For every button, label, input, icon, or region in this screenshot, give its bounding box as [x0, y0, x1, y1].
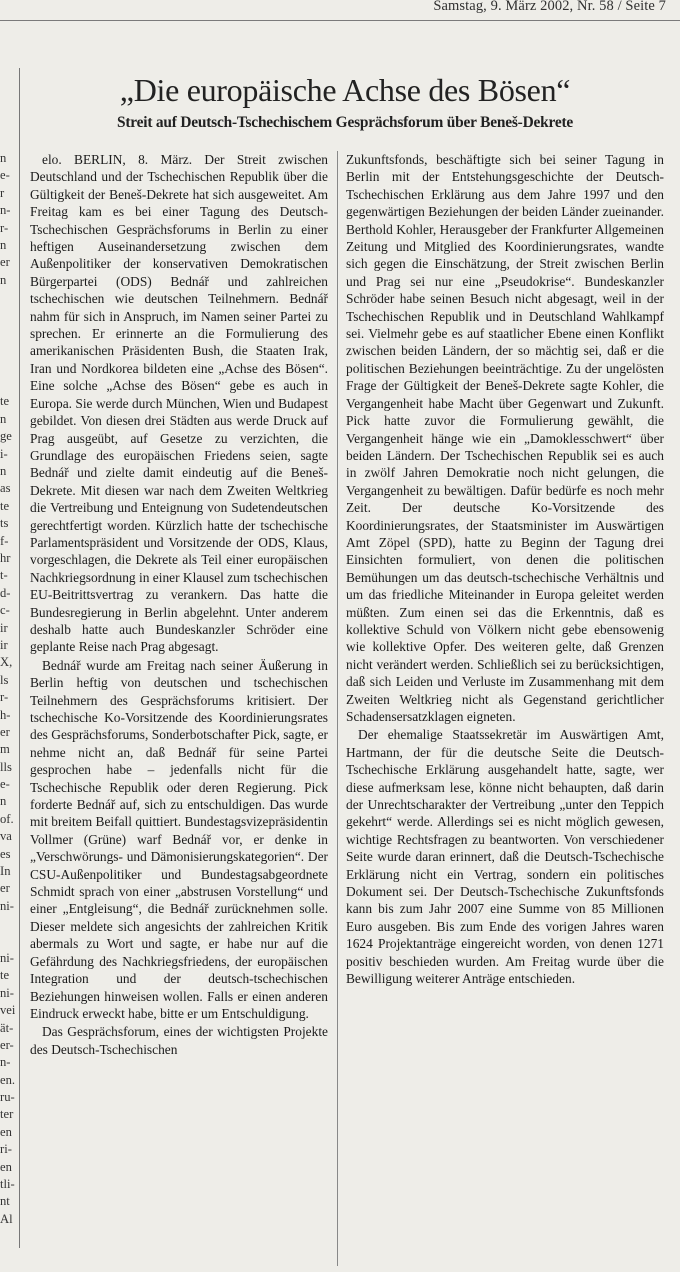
fragment: i-: [0, 446, 8, 461]
fragment: er-: [0, 1037, 14, 1052]
fragment: ir: [0, 620, 8, 635]
fragment: n: [0, 272, 7, 287]
paragraph: Das Gesprächsforum, eines der wichtigsten Projekte des Deutsch-Tschechischen: [30, 1024, 328, 1057]
fragment: [0, 324, 15, 341]
fragment: n: [0, 237, 7, 252]
fragment: r: [0, 185, 5, 200]
fragment: n: [0, 464, 7, 479]
fragment: en: [0, 1124, 12, 1139]
fragment: te: [0, 394, 10, 409]
fragment: d-: [0, 585, 11, 600]
fragment: er: [0, 255, 10, 270]
fragment: h-: [0, 707, 11, 722]
fragment: t-: [0, 568, 8, 583]
adjacent-column-fragments: [0, 150, 15, 1228]
fragment: e-: [0, 777, 10, 792]
fragment: n: [0, 411, 7, 426]
fragment: tli-: [0, 1177, 15, 1192]
fragment: as: [0, 481, 11, 496]
fragment: er: [0, 724, 10, 739]
fragment: Al: [0, 1211, 13, 1226]
fragment: r-: [0, 220, 9, 235]
fragment: ts: [0, 516, 9, 531]
fragment: vei: [0, 1003, 15, 1018]
column-divider-left: [19, 68, 20, 1248]
header-rule: [0, 20, 680, 21]
headline: „Die europäische Achse des Bösen“: [119, 72, 571, 108]
fragment: [0, 933, 15, 950]
fragment: en: [0, 1159, 12, 1174]
fragment: c-: [0, 603, 10, 618]
fragment: n: [0, 794, 7, 809]
dateline: Samstag, 9. März 2002, Nr. 58 / Seite 7: [433, 0, 666, 14]
fragment: [0, 289, 15, 306]
fragment: [0, 915, 15, 932]
fragment: hr: [0, 550, 11, 565]
fragment: va: [0, 829, 12, 844]
fragment: ge: [0, 429, 12, 444]
fragment: ri-: [0, 1142, 12, 1157]
subheadline: Streit auf Deutsch-Tschechischem Gesprächsforum über Beneš-Dekrete: [116, 114, 574, 131]
fragment: ru-: [0, 1090, 15, 1105]
paragraph: Der ehemalige Staatssekretär im Auswärtigen Amt, Hartmann, der für die deutsche Seite die Deutsch-Tschechische Erklärung ausgehandelt hatte, sagte, wer diese aufmerksam lese, könne nicht behaupten, daß darin der Unrechtscharakter der Vertreibung „unter den Teppich gekehrt“ werde. Allerdings sei es nicht möglich gewesen, wichtige Rechtsfragen zu beantworten. Von verschiedener Seite wurde daran erinnert, daß die Deutsch-Tschechische Erklärung nicht ein Vertrag, sondern ein politisches Dokument sei. Der Deutsch-Tschechische Zukunftsfonds kann bis zum Jahr 2007 eine Summe von 85 Millionen Euro ausgeben. Bis zum Ende des vorigen Jahres waren 1624 Projektanträge eingereicht worden, von denen 1271 positiv beschieden wurden. Am Freitag wurde über die Bewilligung weiterer Anträge entschieden.: [346, 727, 664, 987]
fragment: ter: [0, 1107, 14, 1122]
fragment: X,: [0, 655, 13, 670]
fragment: e-: [0, 168, 10, 183]
fragment: [0, 307, 15, 324]
paragraph: Zukunftsfonds, beschäftigte sich bei seiner Tagung in Berlin mit der Entstehungsgeschichte der Deutsch-Tschechischen Erklärung aus dem Jahre 1997 und den gegenwärtigen Beziehungen der beiden Länder zueinander. Berthold Kohler, Herausgeber der Frankfurter Allgemeinen Zeitung und Mitglied des Koordinierungsrates, wandte sich gegen die Einschätzung, der Streit zwischen Berlin und Prag sei nur eine „Pseudokrise“. Bundeskanzler Schröder habe seinen Besuch nicht abgesagt, weil in der Tschechischen Republik und in Deutschland Wahlkampf sei. Vielmehr gebe es auf staatlicher Ebene einen Konflikt zwischen beiden Ländern, der so mächtig sei, daß er die politischen Beziehungen beeinträchtige. Zu der ungelösten Frage der Gültigkeit der Beneš-Dekrete sagte Kohler, die Vergangenheit habe Macht über Gegenwart und Zukunft. Pick hatte zuvor die Formulierung gewählt, die Vergangenheit hänge wie ein „Damoklesschwert“ über beiden Ländern. Der Tschechischen Republik sei es auch in zwölf Jahren Demokratie noch nicht gelungen, die Vergangenheit zu bewältigen. Dafür bedürfe es noch mehr Zeit. Der deutsche Ko-Vorsitzende des Koordinierungsrates, der Staatsminister im Auswärtigen Amt Zöpel (SPD), hatte zu Beginn der Tagung drei Einsichten formuliert, von denen die politischen Bemühungen um das deutsch-tschechische Verhältnis und um das friedliche Miteinander in Europa geleitet werden müßten. Zum einen sei das die Erkenntnis, daß es kollektive Schuld von Völkern nicht gebe ebensowenig wie kollektive Opfer. Des weiteren gelte, daß Grenzen nicht verändert werden. Schließlich sei zu berücksichtigen, daß sich Leiden und Verluste im Zusammenhang mit dem Zweiten Weltkrieg nicht als Gegenstand gerichtlicher Schadensersatzklagen eigneten.: [346, 152, 664, 724]
fragment: r-: [0, 690, 9, 705]
fragment: nt: [0, 1194, 10, 1209]
fragment: ät-: [0, 1020, 14, 1035]
fragment: ir: [0, 637, 8, 652]
fragment: ni-: [0, 898, 14, 913]
fragment: ni-: [0, 985, 14, 1000]
article-column-1: [30, 151, 328, 1266]
fragment: lls: [0, 759, 12, 774]
fragment: f-: [0, 533, 9, 548]
paragraph: Bednář wurde am Freitag nach seiner Äußerung in Berlin heftig von deutschen und tschechischen Teilnehmern des Gesprächsforums kritisiert. Der tschechische Ko-Vorsitzende des Koordinierungsrates des Gesprächsforums, Sonderbotschafter Pick, sagte, er nehme nicht an, daß Bednář für seine Partei gesprochen habe – jedenfalls nicht für die Tschechische Republik oder deren Regierung. Pick forderte Bednář auf, sich zu entschuldigen. Das wurde mit breitem Beifall quittiert. Bundestagsvizepräsidentin Vollmer (Grüne) warf Bednář vor, er denke in „Verschwörungs- und Dämonisierungskategorien“. Der CSU-Außenpolitiker und Bundestagsabgeordnete Schmidt sprach von einer „abstrusen Vorstellung“ und einer „Entgleisung“, die Bednář zurücknehmen solle. Dieser meldete sich angesichts der zahlreichen Kritik abermals zu Wort und sagte, er habe nur auf die Gefährdung des Nachkriegsfriedens, der europäischen Integration und der deutsch-tschechischen Beziehungen hinweisen wollen. Falls er einen anderen Eindruck erweckt habe, bitte er um Entschuldigung.: [30, 657, 328, 1021]
paragraph: elo. BERLIN, 8. März. Der Streit zwischen Deutschland und der Tschechischen Republik über die Gültigkeit der Beneš-Dekrete hat sich ausgeweitet. Am Freitag kam es bei einer Tagung des Deutsch-Tschechischen Gesprächsforums in Berlin zu einer heftigen Auseinandersetzung zwischen dem Außenpolitiker der konservativen Demokratischen Bürgerpartei (ODS) Bednář und zahlreichen tschechischen wie deutschen Teilnehmern. Bednář nahm für sich in Anspruch, im Namen seiner Partei zu sprechen. Er erinnerte an die Formulierung des amerikanischen Präsidenten Bush, die Staaten Irak, Iran und Nordkorea bildeten eine „Achse des Bösen“. Eine solche „Achse des Bösen“ gebe es auch in Europa. Sie werde durch München, Wien und Budapest gebildet. Von diesen drei Städten aus werde Druck auf Prag ausgeübt, auf Gesetze zu verzichten, die Grundlage des europäischen Friedens seien, sagte Bednář und zielte damit eindeutig auf die Beneš-Dekrete. Mit diesen war nach dem Zweiten Weltkrieg die Vertreibung und Enteignung von Sudetendeutschen gerechtfertigt worden. Kürzlich hatte der tschechische Parlamentspräsident und Vorsitzende der ODS, Klaus, vorgeschlagen, die Dekrete als Teil einer europäischen Nachkriegsordnung in einer Klausel zum tschechischen EU-Beitrittsvertrag zu verankern. Das hatte die Bundesregierung in Berlin abgelehnt. Unter anderem deshalb hatte auch Bundeskanzler Schröder eine geplante Reise nach Prag abgesagt.: [30, 152, 328, 655]
fragment: [0, 359, 15, 376]
fragment: es: [0, 846, 11, 861]
fragment: ni-: [0, 950, 14, 965]
fragment: ls: [0, 672, 9, 687]
fragment: n-: [0, 203, 11, 218]
fragment: [0, 341, 15, 358]
fragment: te: [0, 968, 10, 983]
fragment: te: [0, 498, 10, 513]
fragment: m: [0, 742, 10, 757]
fragment: er: [0, 881, 10, 896]
fragment: In: [0, 864, 11, 879]
fragment: en.: [0, 1072, 15, 1087]
column-divider: [337, 151, 338, 1266]
fragment: n: [0, 151, 7, 165]
fragment: of.: [0, 811, 14, 826]
fragment: [0, 376, 15, 393]
fragment: n-: [0, 1055, 11, 1070]
article-column-2: [346, 151, 664, 1266]
